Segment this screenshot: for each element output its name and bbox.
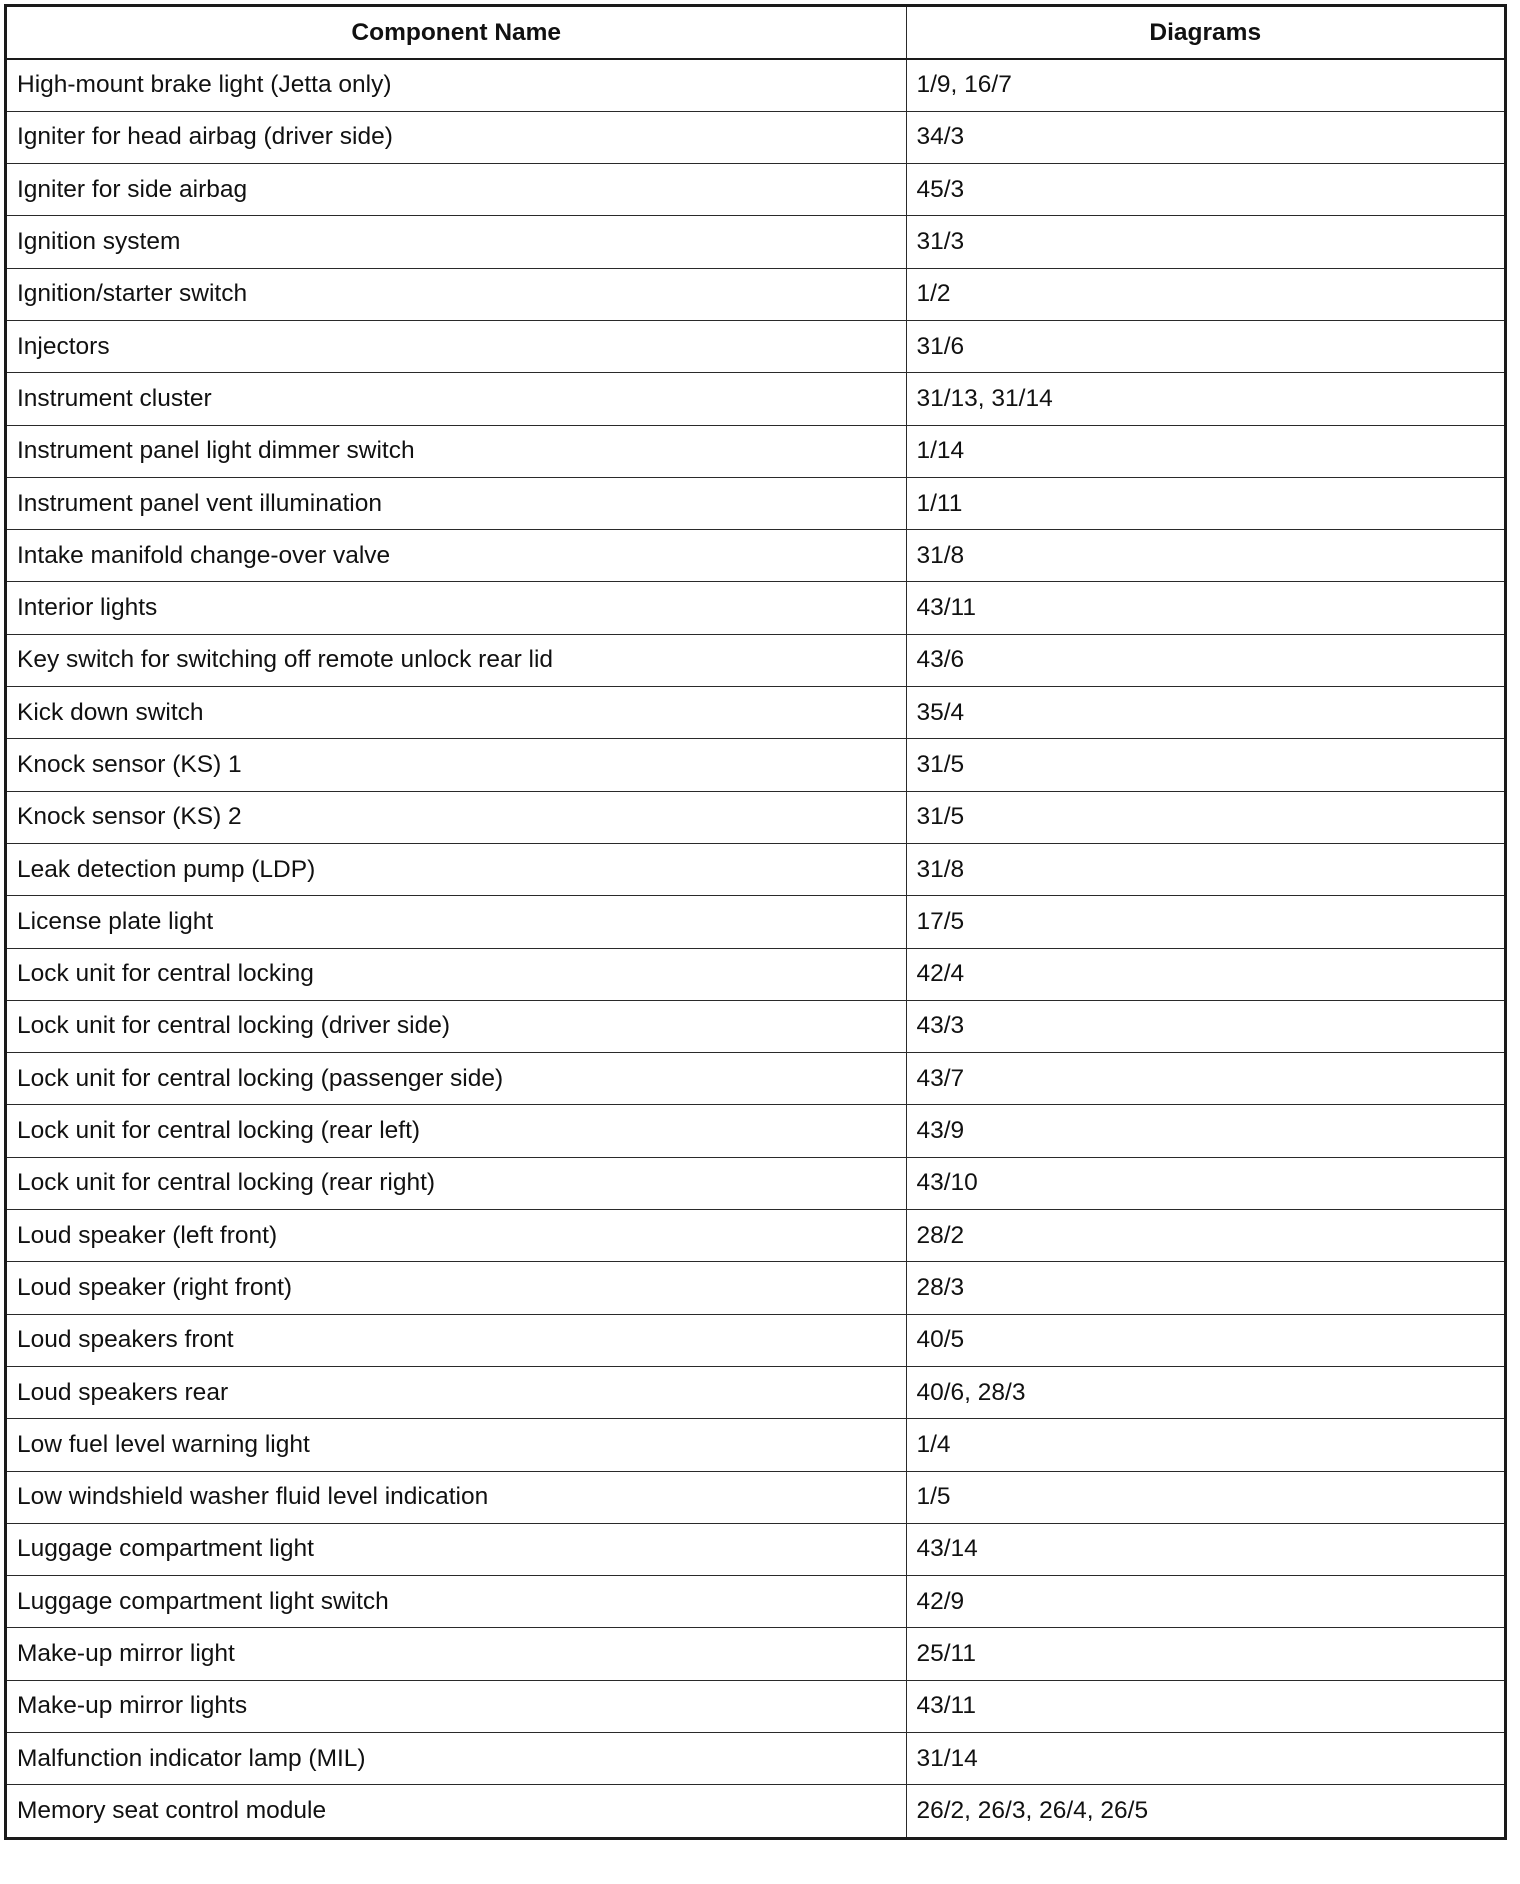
table-header (7, 7, 1504, 59)
table-row (7, 1314, 1504, 1366)
diagrams-cell: 43/6 (906, 634, 1504, 686)
component-name-cell: Instrument panel light dimmer switch (7, 425, 906, 477)
diagrams-cell: 28/3 (906, 1262, 1504, 1314)
component-name-cell: Instrument cluster (7, 373, 906, 425)
component-name-cell: Loud speakers front (7, 1314, 906, 1366)
diagrams-cell: 1/14 (906, 425, 1504, 477)
table-row (7, 896, 1504, 948)
component-name-cell: Intake manifold change-over valve (7, 530, 906, 582)
table-row (7, 1000, 1504, 1052)
component-name-cell: Make-up mirror light (7, 1628, 906, 1680)
table-row (7, 1680, 1504, 1732)
table-row (7, 791, 1504, 843)
component-name-cell: Lock unit for central locking (rear right) (7, 1157, 906, 1209)
component-name-cell: Make-up mirror lights (7, 1680, 906, 1732)
table-row (7, 1366, 1504, 1418)
diagrams-cell: 31/8 (906, 843, 1504, 895)
component-name-cell: Luggage compartment light switch (7, 1576, 906, 1628)
diagrams-cell: 43/10 (906, 1157, 1504, 1209)
component-name-cell: Lock unit for central locking (passenger side) (7, 1053, 906, 1105)
table-row (7, 1262, 1504, 1314)
component-name-cell: Ignition system (7, 216, 906, 268)
table-row (7, 1053, 1504, 1105)
diagrams-cell: 43/11 (906, 582, 1504, 634)
diagrams-cell: 43/7 (906, 1053, 1504, 1105)
component-name-cell: Memory seat control module (7, 1785, 906, 1837)
table-row (7, 1785, 1504, 1837)
component-name-cell: Ignition/starter switch (7, 268, 906, 320)
diagrams-cell: 35/4 (906, 687, 1504, 739)
table-row (7, 477, 1504, 529)
diagrams-cell: 43/3 (906, 1000, 1504, 1052)
diagrams-cell: 1/5 (906, 1471, 1504, 1523)
diagrams-cell: 1/9, 16/7 (906, 59, 1504, 111)
component-name-cell: Leak detection pump (LDP) (7, 843, 906, 895)
component-table-container (4, 4, 1507, 1840)
table-row (7, 1210, 1504, 1262)
table-row (7, 582, 1504, 634)
diagrams-cell: 31/13, 31/14 (906, 373, 1504, 425)
component-name-cell: License plate light (7, 896, 906, 948)
table-row (7, 634, 1504, 686)
table-row (7, 1576, 1504, 1628)
component-name-cell: Luggage compartment light (7, 1523, 906, 1575)
component-name-cell: Lock unit for central locking (driver side) (7, 1000, 906, 1052)
table-row (7, 1523, 1504, 1575)
component-name-cell: Low fuel level warning light (7, 1419, 906, 1471)
table-row (7, 268, 1504, 320)
diagrams-cell: 31/6 (906, 320, 1504, 372)
table-row (7, 948, 1504, 1000)
header-component-name: Component Name (7, 7, 906, 59)
diagrams-cell: 40/6, 28/3 (906, 1366, 1504, 1418)
component-name-cell: Kick down switch (7, 687, 906, 739)
diagrams-cell: 31/8 (906, 530, 1504, 582)
component-name-cell: Interior lights (7, 582, 906, 634)
component-name-cell: Igniter for head airbag (driver side) (7, 111, 906, 163)
diagrams-cell: 34/3 (906, 111, 1504, 163)
component-name-cell: High-mount brake light (Jetta only) (7, 59, 906, 111)
table-row (7, 59, 1504, 111)
diagrams-cell: 40/5 (906, 1314, 1504, 1366)
table-row (7, 1419, 1504, 1471)
table-row (7, 320, 1504, 372)
component-name-cell: Malfunction indicator lamp (MIL) (7, 1733, 906, 1785)
component-name-cell: Loud speakers rear (7, 1366, 906, 1418)
table-row (7, 1733, 1504, 1785)
table-row (7, 216, 1504, 268)
table-row (7, 1471, 1504, 1523)
diagrams-cell: 31/14 (906, 1733, 1504, 1785)
component-name-cell: Loud speaker (left front) (7, 1210, 906, 1262)
table-row (7, 111, 1504, 163)
component-name-cell: Key switch for switching off remote unlock rear lid (7, 634, 906, 686)
diagrams-cell: 1/4 (906, 1419, 1504, 1471)
diagrams-cell: 43/14 (906, 1523, 1504, 1575)
table-row (7, 164, 1504, 216)
component-name-cell: Instrument panel vent illumination (7, 477, 906, 529)
component-name-cell: Knock sensor (KS) 2 (7, 791, 906, 843)
table-row (7, 530, 1504, 582)
component-name-cell: Knock sensor (KS) 1 (7, 739, 906, 791)
component-name-cell: Lock unit for central locking (7, 948, 906, 1000)
header-diagrams: Diagrams (906, 7, 1504, 59)
diagrams-cell: 31/5 (906, 791, 1504, 843)
component-name-cell: Low windshield washer fluid level indication (7, 1471, 906, 1523)
header-row (7, 7, 1504, 59)
table-row (7, 843, 1504, 895)
diagrams-cell: 26/2, 26/3, 26/4, 26/5 (906, 1785, 1504, 1837)
diagrams-cell: 42/4 (906, 948, 1504, 1000)
table-row (7, 687, 1504, 739)
diagrams-cell: 31/5 (906, 739, 1504, 791)
diagrams-cell: 1/11 (906, 477, 1504, 529)
diagrams-cell: 1/2 (906, 268, 1504, 320)
diagrams-cell: 43/11 (906, 1680, 1504, 1732)
component-name-cell: Lock unit for central locking (rear left) (7, 1105, 906, 1157)
component-diagram-table (7, 7, 1504, 1837)
diagrams-cell: 17/5 (906, 896, 1504, 948)
table-row (7, 739, 1504, 791)
diagrams-cell: 25/11 (906, 1628, 1504, 1680)
component-name-cell: Igniter for side airbag (7, 164, 906, 216)
table-row (7, 1157, 1504, 1209)
component-name-cell: Injectors (7, 320, 906, 372)
table-row (7, 1105, 1504, 1157)
table-body (7, 59, 1504, 1837)
diagrams-cell: 43/9 (906, 1105, 1504, 1157)
diagrams-cell: 45/3 (906, 164, 1504, 216)
component-name-cell: Loud speaker (right front) (7, 1262, 906, 1314)
diagrams-cell: 42/9 (906, 1576, 1504, 1628)
diagrams-cell: 31/3 (906, 216, 1504, 268)
diagrams-cell: 28/2 (906, 1210, 1504, 1262)
table-row (7, 425, 1504, 477)
table-row (7, 373, 1504, 425)
table-row (7, 1628, 1504, 1680)
